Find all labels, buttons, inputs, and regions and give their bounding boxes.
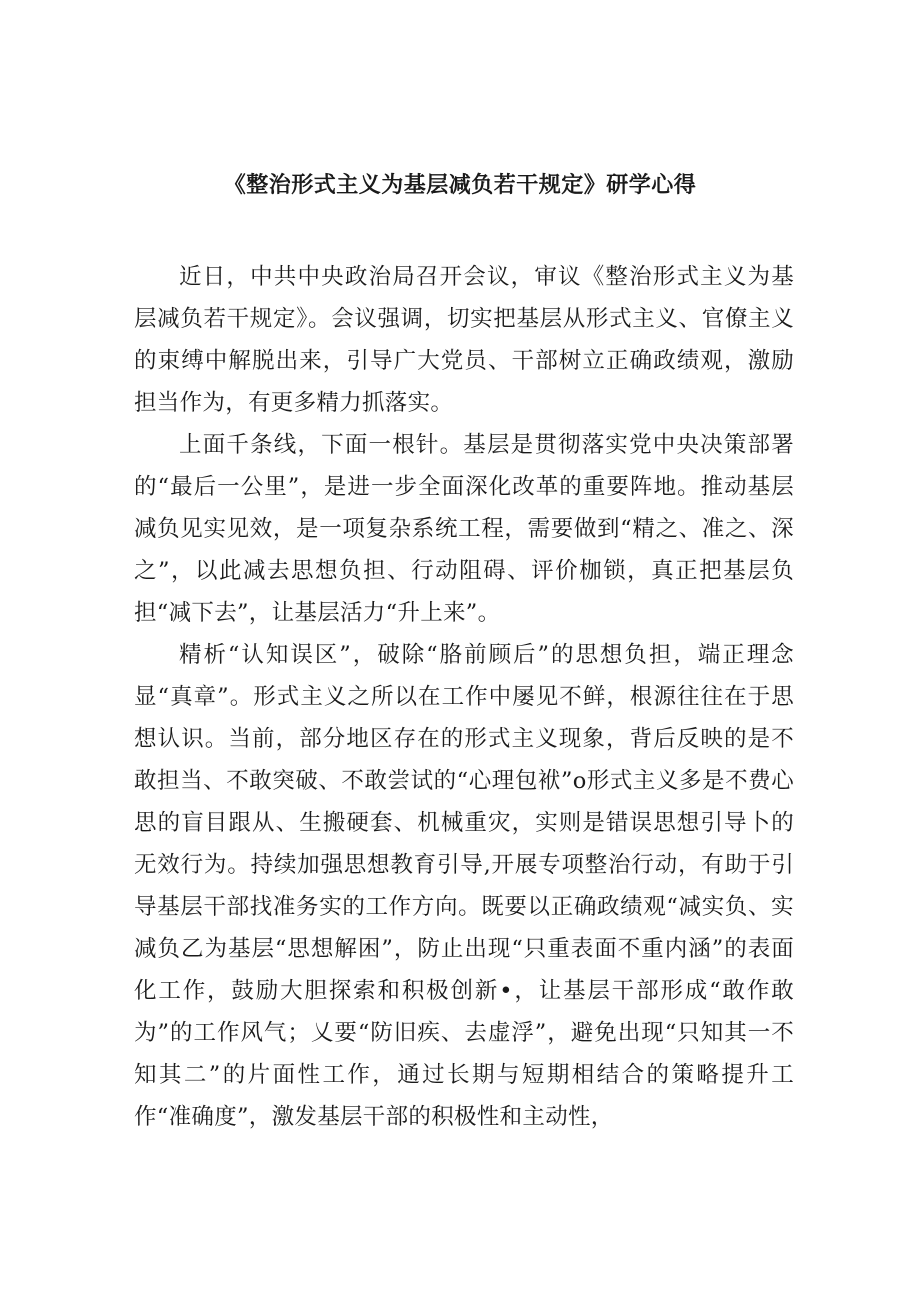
document-title: 《整治形式主义为基层减负若干规定》研学心得 <box>223 173 697 198</box>
paragraph-2: 上面千条线，下面一根针。基层是贯彻落实党中央决策部署的“最后一公里”，是进一步全面深化改革的重要阵地。推动基层减负见实见效，是一项复杂系统工程，需要做到“精之、准之、深之”，以此减去思想负担、行动阻碍、评价枷锁，真正把基层负担“减下去”，让基层活力“升上来”。 <box>134 432 794 626</box>
paragraph-3: 精析“认知误区”，破除“胳前顾后”的思想负担，端正理念显“真章”。形式主义之所以在工作中屡见不鲜，根源往往在于思想认识。当前，部分地区存在的形式主义现象，背后反映的是不敢担当、不敢突破、不敢尝试的“心理包袱”o形式主义多是不费心思的盲目跟从、生搬硬套、机械重灾，实则是错误思想引导卜的无效行为。持续加强思想教育引导,开展专项整治行动，有助于引导基层干部找准务实的工作方向。既要以正确政绩观“减实负、实减负乙为基层“思想解困”，防止出现“只重表面不重内涵”的表面化工作，鼓励大胆探索和积极创新•，让基层干部形成“敢作敢为”的工作风气；乂要“防旧疾、去虚浮”，避免出现“只知其一不知其二”的片面性工作，通过长期与短期相结合的策略提升工作“准确度”，激发基层干部的积极性和主动性， <box>134 642 794 1130</box>
document-body <box>134 256 794 1138</box>
paragraph-1: 近日，中共中央政治局召开会议，审议《整治形式主义为基层减负若干规定》。会议强调，切实把基层从形式主义、官僚主义的束缚中解脱出来，引导广大党员、干部树立正确政绩观，激励担当作为，有更多精力抓落实。 <box>134 264 794 416</box>
